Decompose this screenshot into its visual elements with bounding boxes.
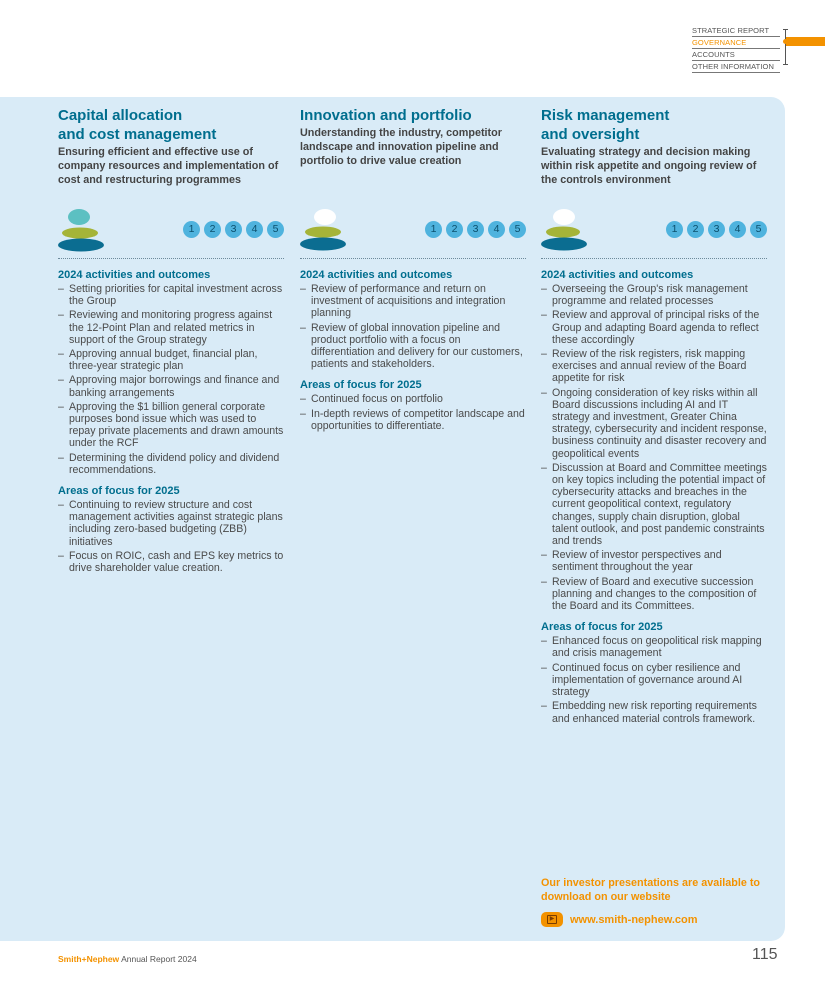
icon-row	[541, 206, 767, 256]
focus-heading: Areas of focus for 2025	[300, 379, 422, 392]
column-subtitle: Understanding the industry, competitor landscape and innovation pipeline and portfolio to drive value creation	[300, 127, 502, 167]
list-item: – Continued focus on cyber resilience and implementation of governance around AI strategy	[541, 662, 767, 699]
website-link[interactable]: www.smith-nephew.com	[570, 913, 698, 926]
list-item: – Approving the $1 billion general corporate purposes bond issue which was used to repay private placements and drawn amounts under the RCF	[58, 401, 284, 450]
list-item: – Embedding new risk reporting requirements and enhanced material controls framework.	[541, 700, 767, 724]
activities-heading: 2024 activities and outcomes	[58, 269, 211, 281]
list-item: – Determining the dividend policy and dividend recommendations.	[58, 452, 284, 476]
icon-row	[58, 206, 284, 256]
badge-3: 3	[467, 221, 484, 238]
badge-2: 2	[204, 221, 221, 238]
list-item: – Review of investor perspectives and sentiment throughout the year	[541, 549, 767, 573]
badge-group	[666, 221, 767, 238]
focus-list	[58, 499, 284, 574]
column-title: and cost management	[58, 126, 217, 143]
stacked-stones-icon	[300, 206, 350, 252]
list-item: – Reviewing and monitoring progress against the 12-Point Plan and related metrics in support of the Group strategy	[58, 309, 284, 346]
focus-list	[541, 635, 767, 724]
list-item: – Review of global innovation pipeline and product portfolio with a focus on differentiation and delivery for our customers, patients and stakeholders.	[300, 322, 526, 371]
section-nav	[692, 25, 780, 73]
column-innovation-portfolio	[300, 106, 532, 432]
nav-tick	[783, 64, 788, 65]
nav-rail	[785, 29, 786, 65]
column-subtitle: Ensuring efficient and effective use of company resources and implementation of cost and restructuring programmes	[58, 146, 279, 186]
stacked-stones-icon	[541, 206, 591, 252]
focus-list	[300, 393, 526, 432]
activities-list	[541, 283, 767, 612]
list-item: – Review and approval of principal risks of the Group and adapting Board agenda to reflect these accordingly	[541, 309, 767, 346]
divider	[541, 258, 767, 259]
badge-1: 1	[183, 221, 200, 238]
column-risk-management	[541, 106, 773, 725]
list-item: – Ongoing consideration of key risks within all Board discussions including AI and IT strategy and investment, Greater China strategy, cybersecurity and incident response, business continuity and disaster recovery and geopolitical events	[541, 387, 767, 460]
column-subtitle: Evaluating strategy and decision making within risk appetite and ongoing review of the controls environment	[541, 146, 757, 186]
nav-item-other-information[interactable]: OTHER INFORMATION	[692, 61, 780, 73]
focus-heading: Areas of focus for 2025	[541, 621, 663, 634]
activities-heading: 2024 activities and outcomes	[300, 269, 453, 281]
list-item: – Enhanced focus on geopolitical risk mapping and crisis management	[541, 635, 767, 659]
nav-item-governance[interactable]: GOVERNANCE	[692, 37, 780, 49]
list-item: – Review of Board and executive succession planning and changes to the composition of the Board and its Committees.	[541, 576, 767, 613]
nav-active-tab	[786, 37, 825, 46]
badge-4: 4	[729, 221, 746, 238]
nav-item-strategic-report[interactable]: STRATEGIC REPORT	[692, 25, 780, 37]
investor-text: Our investor presentations are available to download on our website	[541, 877, 761, 903]
list-item: – Review of performance and return on investment of acquisitions and integration planning	[300, 283, 526, 320]
badge-4: 4	[246, 221, 263, 238]
activities-list	[300, 283, 526, 370]
column-title: and oversight	[541, 126, 640, 143]
activities-block	[300, 268, 526, 434]
list-item: – Continuing to review structure and cost management activities against strategic plans including zero-based budgeting (ZBB) initiatives	[58, 499, 284, 548]
badge-5: 5	[509, 221, 526, 238]
column-title: Risk management	[541, 107, 670, 124]
icon-row	[300, 206, 526, 256]
activities-block	[58, 268, 284, 576]
list-item: – Approving annual budget, financial plan, three-year strategic plan	[58, 348, 284, 372]
presentation-icon: ▶	[541, 912, 563, 927]
column-title: Innovation and portfolio	[300, 107, 472, 124]
activities-list	[58, 283, 284, 476]
badge-1: 1	[666, 221, 683, 238]
page-number: 115	[752, 946, 778, 963]
badge-1: 1	[425, 221, 442, 238]
badge-4: 4	[488, 221, 505, 238]
badge-3: 3	[225, 221, 242, 238]
badge-2: 2	[446, 221, 463, 238]
badge-3: 3	[708, 221, 725, 238]
list-item: – Review of the risk registers, risk mapping exercises and annual review of the Board appetite for risk	[541, 348, 767, 385]
badge-group	[183, 221, 284, 238]
list-item: – Continued focus on portfolio	[300, 393, 526, 405]
column-capital-allocation	[58, 106, 290, 575]
badge-5: 5	[750, 221, 767, 238]
nav-tick	[783, 29, 788, 30]
footer-brand: Smith+Nephew	[58, 954, 120, 964]
activities-block	[541, 268, 767, 727]
stacked-stones-icon	[58, 206, 108, 252]
list-item: – Discussion at Board and Committee meetings on key topics including the potential impact of cybersecurity attacks and breaches in the current geopolitical context, regulatory changes, supply chain disruption, global talent outlook, and post pandemic constraints and trends	[541, 462, 767, 547]
list-item: – Overseeing the Group's risk management programme and related processes	[541, 283, 767, 307]
badge-2: 2	[687, 221, 704, 238]
divider	[58, 258, 284, 259]
nav-active-dot	[783, 39, 788, 44]
list-item: – Focus on ROIC, cash and EPS key metrics to drive shareholder value creation.	[58, 550, 284, 574]
footer	[58, 954, 197, 964]
badge-group	[425, 221, 526, 238]
list-item: – Setting priorities for capital investment across the Group	[58, 283, 284, 307]
list-item: – Approving major borrowings and finance and banking arrangements	[58, 374, 284, 398]
website-row	[541, 912, 771, 927]
footer-report: Annual Report 2024	[121, 954, 197, 964]
focus-heading: Areas of focus for 2025	[58, 485, 180, 498]
investor-callout	[541, 876, 771, 927]
nav-item-accounts[interactable]: ACCOUNTS	[692, 49, 780, 61]
badge-5: 5	[267, 221, 284, 238]
activities-heading: 2024 activities and outcomes	[541, 269, 694, 281]
list-item: – In-depth reviews of competitor landscape and opportunities to differentiate.	[300, 408, 526, 432]
column-title: Capital allocation	[58, 107, 183, 124]
divider	[300, 258, 526, 259]
